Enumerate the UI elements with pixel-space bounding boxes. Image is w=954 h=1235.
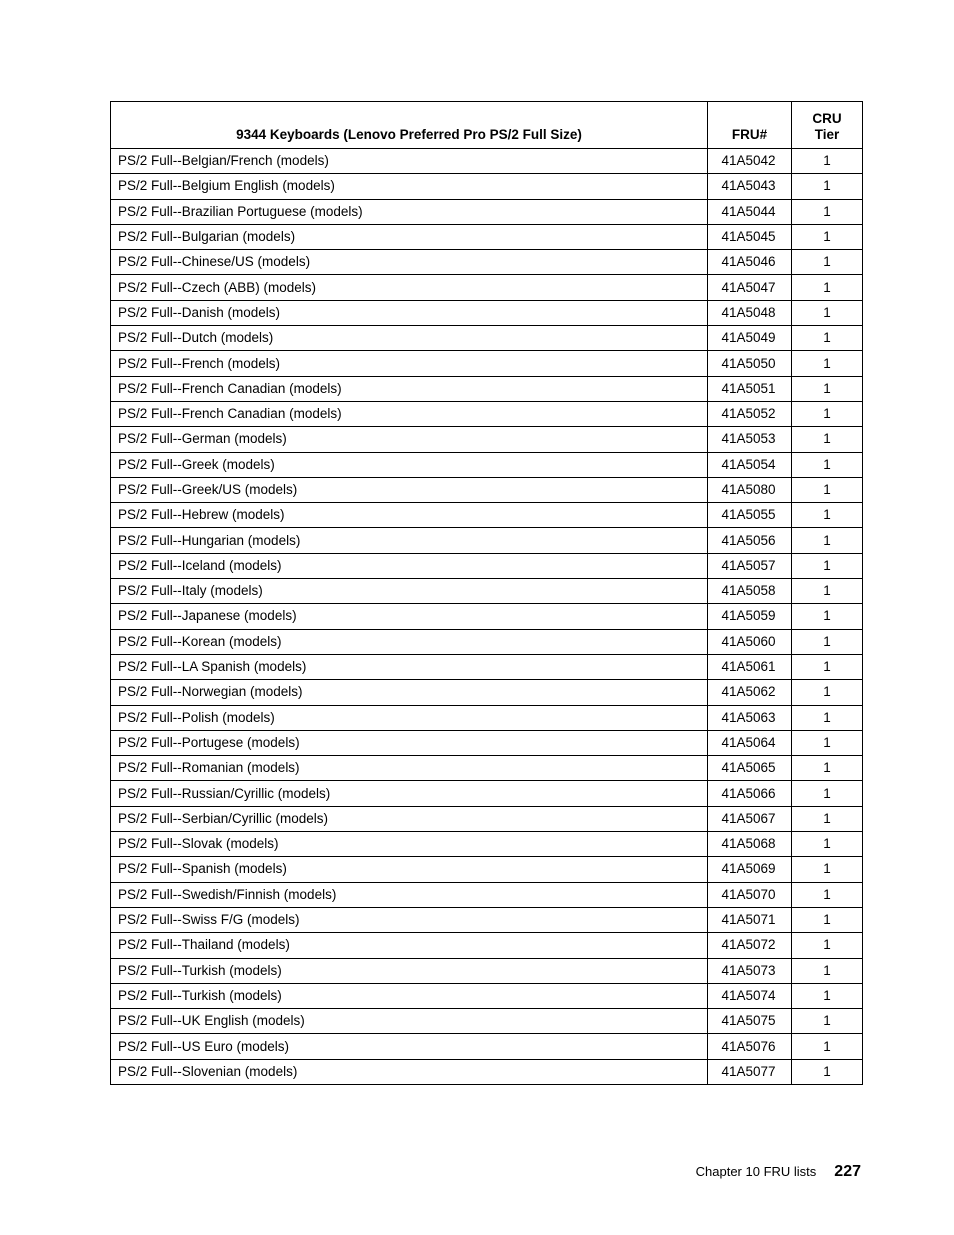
row-fru-number: 41A5056 xyxy=(708,528,792,553)
row-fru-number: 41A5069 xyxy=(708,857,792,882)
row-description: PS/2 Full--Swedish/Finnish (models) xyxy=(111,882,708,907)
row-fru-number: 41A5066 xyxy=(708,781,792,806)
row-description: PS/2 Full--Turkish (models) xyxy=(111,958,708,983)
row-description: PS/2 Full--Italy (models) xyxy=(111,579,708,604)
row-description: PS/2 Full--Dutch (models) xyxy=(111,326,708,351)
row-cru-tier: 1 xyxy=(792,553,863,578)
table-row xyxy=(111,907,863,932)
row-fru-number: 41A5065 xyxy=(708,756,792,781)
table-row xyxy=(111,503,863,528)
row-fru-number: 41A5075 xyxy=(708,1009,792,1034)
row-cru-tier: 1 xyxy=(792,756,863,781)
table-row xyxy=(111,933,863,958)
row-cru-tier: 1 xyxy=(792,250,863,275)
row-fru-number: 41A5074 xyxy=(708,983,792,1008)
row-description: PS/2 Full--Slovak (models) xyxy=(111,832,708,857)
row-fru-number: 41A5076 xyxy=(708,1034,792,1059)
row-cru-tier: 1 xyxy=(792,806,863,831)
chapter-title: Chapter 10 FRU lists xyxy=(695,1164,817,1179)
table-row xyxy=(111,983,863,1008)
row-fru-number: 41A5047 xyxy=(708,275,792,300)
row-fru-number: 41A5048 xyxy=(708,300,792,325)
table-row xyxy=(111,705,863,730)
table-row xyxy=(111,604,863,629)
table-row xyxy=(111,680,863,705)
row-fru-number: 41A5064 xyxy=(708,730,792,755)
row-fru-number: 41A5080 xyxy=(708,477,792,502)
row-description: PS/2 Full--Korean (models) xyxy=(111,629,708,654)
row-cru-tier: 1 xyxy=(792,477,863,502)
row-description: PS/2 Full--Hungarian (models) xyxy=(111,528,708,553)
table-row xyxy=(111,477,863,502)
row-fru-number: 41A5055 xyxy=(708,503,792,528)
row-fru-number: 41A5060 xyxy=(708,629,792,654)
row-cru-tier: 1 xyxy=(792,680,863,705)
table-row xyxy=(111,452,863,477)
row-cru-tier: 1 xyxy=(792,579,863,604)
row-description: PS/2 Full--Greek (models) xyxy=(111,452,708,477)
row-fru-number: 41A5042 xyxy=(708,149,792,174)
row-description: PS/2 Full--Hebrew (models) xyxy=(111,503,708,528)
row-fru-number: 41A5046 xyxy=(708,250,792,275)
row-description: PS/2 Full--Spanish (models) xyxy=(111,857,708,882)
row-description: PS/2 Full--Portugese (models) xyxy=(111,730,708,755)
header-cru-line2: Tier xyxy=(814,127,840,142)
table-row xyxy=(111,351,863,376)
row-cru-tier: 1 xyxy=(792,730,863,755)
row-cru-tier: 1 xyxy=(792,326,863,351)
row-description: PS/2 Full--US Euro (models) xyxy=(111,1034,708,1059)
table-row xyxy=(111,553,863,578)
table-row xyxy=(111,174,863,199)
row-cru-tier: 1 xyxy=(792,958,863,983)
row-cru-tier: 1 xyxy=(792,401,863,426)
row-cru-tier: 1 xyxy=(792,654,863,679)
table-header xyxy=(111,102,863,149)
row-description: PS/2 Full--Japanese (models) xyxy=(111,604,708,629)
header-row xyxy=(111,102,863,149)
row-cru-tier: 1 xyxy=(792,174,863,199)
row-fru-number: 41A5058 xyxy=(708,579,792,604)
table-row xyxy=(111,806,863,831)
row-cru-tier: 1 xyxy=(792,705,863,730)
table-row xyxy=(111,275,863,300)
table-row xyxy=(111,857,863,882)
row-cru-tier: 1 xyxy=(792,1009,863,1034)
table-row xyxy=(111,528,863,553)
row-description: PS/2 Full--Belgian/French (models) xyxy=(111,149,708,174)
row-description: PS/2 Full--Slovenian (models) xyxy=(111,1059,708,1084)
row-cru-tier: 1 xyxy=(792,351,863,376)
row-cru-tier: 1 xyxy=(792,907,863,932)
table-row xyxy=(111,730,863,755)
table-row xyxy=(111,149,863,174)
table-row xyxy=(111,882,863,907)
row-fru-number: 41A5050 xyxy=(708,351,792,376)
table-row xyxy=(111,756,863,781)
row-cru-tier: 1 xyxy=(792,1034,863,1059)
row-fru-number: 41A5077 xyxy=(708,1059,792,1084)
row-description: PS/2 Full--Belgium English (models) xyxy=(111,174,708,199)
row-fru-number: 41A5061 xyxy=(708,654,792,679)
row-cru-tier: 1 xyxy=(792,149,863,174)
row-cru-tier: 1 xyxy=(792,629,863,654)
page-number: 227 xyxy=(834,1163,861,1180)
table-row xyxy=(111,781,863,806)
row-description: PS/2 Full--LA Spanish (models) xyxy=(111,654,708,679)
header-description: 9344 Keyboards (Lenovo Preferred Pro PS/2 Full Size) xyxy=(111,102,708,149)
row-description: PS/2 Full--French (models) xyxy=(111,351,708,376)
row-description: PS/2 Full--Chinese/US (models) xyxy=(111,250,708,275)
table-row xyxy=(111,1059,863,1084)
table-row xyxy=(111,629,863,654)
table-row xyxy=(111,250,863,275)
row-cru-tier: 1 xyxy=(792,300,863,325)
row-cru-tier: 1 xyxy=(792,882,863,907)
row-cru-tier: 1 xyxy=(792,452,863,477)
row-fru-number: 41A5059 xyxy=(708,604,792,629)
row-cru-tier: 1 xyxy=(792,933,863,958)
row-cru-tier: 1 xyxy=(792,376,863,401)
row-fru-number: 41A5062 xyxy=(708,680,792,705)
row-description: PS/2 Full--French Canadian (models) xyxy=(111,376,708,401)
table-row xyxy=(111,427,863,452)
header-cru-tier xyxy=(792,102,863,149)
row-description: PS/2 Full--Russian/Cyrillic (models) xyxy=(111,781,708,806)
row-fru-number: 41A5052 xyxy=(708,401,792,426)
row-cru-tier: 1 xyxy=(792,503,863,528)
row-description: PS/2 Full--UK English (models) xyxy=(111,1009,708,1034)
row-fru-number: 41A5054 xyxy=(708,452,792,477)
row-description: PS/2 Full--Bulgarian (models) xyxy=(111,224,708,249)
row-description: PS/2 Full--Norwegian (models) xyxy=(111,680,708,705)
row-description: PS/2 Full--Brazilian Portuguese (models) xyxy=(111,199,708,224)
table-row xyxy=(111,654,863,679)
row-fru-number: 41A5049 xyxy=(708,326,792,351)
row-cru-tier: 1 xyxy=(792,224,863,249)
fru-table xyxy=(110,101,863,1085)
row-fru-number: 41A5051 xyxy=(708,376,792,401)
table-row xyxy=(111,1034,863,1059)
row-fru-number: 41A5063 xyxy=(708,705,792,730)
row-fru-number: 41A5067 xyxy=(708,806,792,831)
row-description: PS/2 Full--Czech (ABB) (models) xyxy=(111,275,708,300)
row-description: PS/2 Full--Danish (models) xyxy=(111,300,708,325)
row-cru-tier: 1 xyxy=(792,275,863,300)
table-row xyxy=(111,300,863,325)
row-description: PS/2 Full--Serbian/Cyrillic (models) xyxy=(111,806,708,831)
row-cru-tier: 1 xyxy=(792,199,863,224)
row-description: PS/2 Full--Swiss F/G (models) xyxy=(111,907,708,932)
row-cru-tier: 1 xyxy=(792,983,863,1008)
row-fru-number: 41A5044 xyxy=(708,199,792,224)
row-cru-tier: 1 xyxy=(792,604,863,629)
table-row xyxy=(111,326,863,351)
table-row xyxy=(111,199,863,224)
row-fru-number: 41A5070 xyxy=(708,882,792,907)
row-cru-tier: 1 xyxy=(792,857,863,882)
page-footer xyxy=(696,1163,861,1181)
header-cru-line1: CRU xyxy=(812,111,842,126)
table-row xyxy=(111,376,863,401)
row-cru-tier: 1 xyxy=(792,1059,863,1084)
row-description: PS/2 Full--Thailand (models) xyxy=(111,933,708,958)
table-row xyxy=(111,401,863,426)
header-fru: FRU# xyxy=(708,102,792,149)
table-row xyxy=(111,832,863,857)
row-cru-tier: 1 xyxy=(792,427,863,452)
row-description: PS/2 Full--Polish (models) xyxy=(111,705,708,730)
row-description: PS/2 Full--Greek/US (models) xyxy=(111,477,708,502)
table-body xyxy=(111,149,863,1085)
row-description: PS/2 Full--Turkish (models) xyxy=(111,983,708,1008)
row-fru-number: 41A5071 xyxy=(708,907,792,932)
row-fru-number: 41A5043 xyxy=(708,174,792,199)
table-row xyxy=(111,224,863,249)
row-fru-number: 41A5057 xyxy=(708,553,792,578)
row-description: PS/2 Full--Iceland (models) xyxy=(111,553,708,578)
row-cru-tier: 1 xyxy=(792,528,863,553)
row-fru-number: 41A5045 xyxy=(708,224,792,249)
row-fru-number: 41A5068 xyxy=(708,832,792,857)
row-fru-number: 41A5073 xyxy=(708,958,792,983)
row-description: PS/2 Full--Romanian (models) xyxy=(111,756,708,781)
row-fru-number: 41A5053 xyxy=(708,427,792,452)
table-row xyxy=(111,1009,863,1034)
row-cru-tier: 1 xyxy=(792,832,863,857)
row-description: PS/2 Full--French Canadian (models) xyxy=(111,401,708,426)
row-fru-number: 41A5072 xyxy=(708,933,792,958)
row-description: PS/2 Full--German (models) xyxy=(111,427,708,452)
table-row xyxy=(111,579,863,604)
table-row xyxy=(111,958,863,983)
row-cru-tier: 1 xyxy=(792,781,863,806)
